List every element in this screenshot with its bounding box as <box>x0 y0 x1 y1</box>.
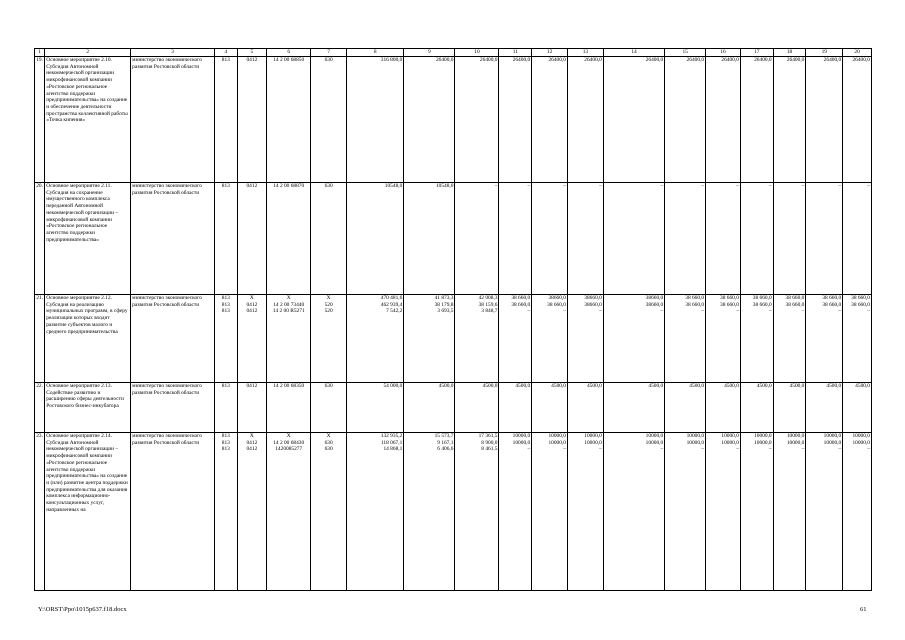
cell-value: 8 900,0 <box>481 439 498 446</box>
cell-value: 38 660,0 <box>511 295 531 301</box>
cell-value: 813 <box>221 433 230 439</box>
cell-value: – <box>736 183 739 189</box>
cell-value: 14 2 00 R5271 <box>272 308 305 315</box>
row-number: 23. <box>35 433 45 591</box>
value-cell <box>267 295 311 383</box>
value-cell <box>706 295 741 383</box>
cell-value: – <box>701 183 705 189</box>
value-cell <box>267 183 311 295</box>
cell-value: 38 660,0 <box>851 295 870 301</box>
cell-value: Х <box>249 433 254 439</box>
cell-value: 38 660,0 <box>547 301 566 308</box>
value-cell <box>347 57 404 183</box>
cell-value: – <box>660 446 664 453</box>
value-cell <box>843 57 872 183</box>
cell-value: 4500,0 <box>789 383 805 389</box>
cell-value: 813 <box>221 439 230 446</box>
cell-value: 26400,0 <box>686 57 705 63</box>
row-number: 21. <box>35 295 45 383</box>
cell-value: 630 <box>324 439 333 446</box>
value-cell <box>665 57 706 183</box>
cell-value: – <box>599 183 602 189</box>
cell-value: 4500,0 <box>648 383 664 389</box>
value-cell <box>603 433 664 591</box>
header-cell: 8 <box>347 49 404 57</box>
cell-value: 0412 <box>246 308 258 315</box>
cell-value: – <box>838 446 842 453</box>
value-cell <box>311 295 347 383</box>
cell-value: 10000,0 <box>823 433 842 439</box>
cell-value: 38 660,0 <box>851 301 870 308</box>
value-cell <box>740 433 773 591</box>
table-row <box>35 295 872 383</box>
value-cell <box>568 295 604 383</box>
cell-value: 630 <box>324 383 333 389</box>
cell-value: – <box>660 308 664 315</box>
value-cell <box>455 433 499 591</box>
value-cell <box>311 183 347 295</box>
cell-value: 14 2 00 73440 <box>273 301 305 308</box>
value-cell <box>237 57 267 183</box>
cell-value: 118 067,1 <box>380 439 403 446</box>
value-cell <box>568 57 604 183</box>
cell-value: 14 868,1 <box>383 446 403 453</box>
cell-value: – <box>768 446 772 453</box>
header-cell: 5 <box>237 49 267 57</box>
cell-value: 38 660,0 <box>720 301 739 308</box>
value-cell <box>532 383 568 433</box>
cell-value: 15 573,7 <box>434 433 454 439</box>
value-cell <box>773 295 806 383</box>
cell-value: 0412 <box>246 439 258 446</box>
cell-value: Х <box>286 295 291 301</box>
cell-value: 38 660,0 <box>720 295 739 301</box>
value-cell <box>237 433 267 591</box>
header-cell: 20 <box>843 49 872 57</box>
cell-value: 10548,0 <box>384 183 403 189</box>
cell-value: 813 <box>221 295 230 301</box>
header-cell: 19 <box>806 49 843 57</box>
value-cell <box>237 295 267 383</box>
cell-value: 4500,0 <box>438 383 454 389</box>
cell-value: 38 660,0 <box>685 295 705 301</box>
cell-value: 14 2 00 68350 <box>273 383 305 389</box>
cell-value: – <box>736 446 739 453</box>
cell-value: 3 693,5 <box>437 308 454 315</box>
value-cell <box>532 183 568 295</box>
value-cell <box>740 57 773 183</box>
value-cell <box>773 433 806 591</box>
cell-value: – <box>527 446 531 453</box>
cell-value: 4500,0 <box>515 383 531 389</box>
cell-value: 38660,0 <box>548 295 566 301</box>
value-cell <box>843 433 872 591</box>
value-cell <box>237 183 267 295</box>
cell-value: 10000,0 <box>686 433 705 439</box>
value-cell <box>706 183 741 295</box>
value-cell <box>455 183 499 295</box>
cell-value: 10000,0 <box>786 433 805 439</box>
value-cell <box>740 383 773 433</box>
cell-value: 3 848,7 <box>481 308 498 315</box>
cell-value: – <box>527 308 531 315</box>
executor-name: министерство экономического развития Ростовской области <box>131 383 215 433</box>
cell-value: 813 <box>221 446 230 453</box>
value-cell <box>843 295 872 383</box>
table-body <box>35 49 872 591</box>
cell-value: 38 660,0 <box>822 295 842 301</box>
cell-value: 38 660,0 <box>785 301 805 308</box>
cell-value: – <box>563 183 566 189</box>
value-cell <box>806 433 843 591</box>
cell-value: 38 660,0 <box>511 301 531 308</box>
cell-value: – <box>867 183 870 189</box>
cell-value: 41 873,3 <box>434 295 454 301</box>
cell-value: 0412 <box>246 446 258 453</box>
cell-value: 630 <box>324 446 333 453</box>
cell-value: 10000,0 <box>852 439 870 446</box>
cell-value: 14 2 00 68850 <box>273 57 305 63</box>
value-cell <box>806 183 843 295</box>
value-cell <box>499 383 532 433</box>
cell-value: Х <box>326 295 331 301</box>
cell-value: – <box>563 446 566 453</box>
header-cell: 17 <box>740 49 773 57</box>
cell-value: 38660,0 <box>584 295 602 301</box>
cell-value: 6 406,6 <box>437 446 454 453</box>
value-cell <box>773 183 806 295</box>
value-cell <box>773 57 806 183</box>
header-cell: 16 <box>706 49 741 57</box>
header-cell: 18 <box>773 49 806 57</box>
executor-name: министерство экономического развития Ростовской области <box>131 57 215 183</box>
cell-value: 38 660,0 <box>785 295 805 301</box>
value-cell <box>603 57 664 183</box>
cell-value: 4500,0 <box>586 383 602 389</box>
cell-value: 10000,0 <box>584 433 602 439</box>
value-cell <box>404 295 455 383</box>
cell-value: 38 660,0 <box>685 301 705 308</box>
cell-value: 38660,0 <box>645 295 664 301</box>
header-cell: 14 <box>603 49 664 57</box>
value-cell <box>532 433 568 591</box>
value-cell <box>706 433 741 591</box>
cell-value: – <box>801 308 805 315</box>
value-cell <box>499 433 532 591</box>
value-cell <box>843 383 872 433</box>
cell-value: 1420085277 <box>275 446 303 453</box>
cell-value: 10000,0 <box>548 433 566 439</box>
event-name: Основное мероприятие 2.10. Субсидия Автономной некоммерческой организации микрофинансовой компании «Ростовское региональное агентство поддержки предпринимательства» на создание и обеспечение деятельности пространства коллективной работы «Точка кипения» <box>45 57 131 183</box>
cell-value: 813 <box>221 183 230 189</box>
cell-value: 0412 <box>246 383 258 389</box>
footer-file-path: Y:\ORST\Ppo\1015p637.f18.docx <box>38 606 127 613</box>
table-row <box>35 383 872 433</box>
value-cell <box>603 383 664 433</box>
value-cell <box>455 295 499 383</box>
cell-value: 38 660,0 <box>752 301 772 308</box>
cell-value: – <box>527 183 531 189</box>
value-cell <box>806 57 843 183</box>
value-cell <box>311 383 347 433</box>
cell-value: 10000,0 <box>584 439 602 446</box>
cell-value: 813 <box>221 57 230 63</box>
event-name: Основное мероприятие 2.11. Субсидия на сохранение имущественного комплекса переданной Автономной некоммерческой организации – микрофинансовой компании «Ростовское региональное агентство поддержки предпринимательства» <box>45 183 131 295</box>
header-cell: 4 <box>215 49 238 57</box>
value-cell <box>215 57 238 183</box>
cell-value: 520 <box>324 308 333 315</box>
cell-value: – <box>563 308 566 315</box>
cell-value: Х <box>249 295 254 301</box>
cell-value: 38660,0 <box>645 301 664 308</box>
value-cell <box>404 57 455 183</box>
cell-value: 26400,0 <box>754 57 772 63</box>
executor-name: министерство экономического развития Ростовской области <box>131 433 215 591</box>
value-cell <box>215 383 238 433</box>
cell-value: 10000,0 <box>512 439 531 446</box>
cell-value: 10000,0 <box>512 433 531 439</box>
value-cell <box>215 295 238 383</box>
header-cell: 2 <box>45 49 131 57</box>
header-cell: 9 <box>404 49 455 57</box>
cell-value: 14 2 00 68430 <box>273 439 305 446</box>
cell-value: 10000,0 <box>786 439 805 446</box>
value-cell <box>532 295 568 383</box>
cell-value: – <box>867 446 870 453</box>
cell-value: 17 361,5 <box>478 433 498 439</box>
cell-value: 470 481,6 <box>380 295 403 301</box>
cell-value: 10000,0 <box>645 439 664 446</box>
value-cell <box>215 183 238 295</box>
value-cell <box>568 433 604 591</box>
cell-value: 10000,0 <box>645 433 664 439</box>
row-number: 22. <box>35 383 45 433</box>
cell-value: 38 660,0 <box>752 295 772 301</box>
cell-value: 520 <box>324 301 333 308</box>
header-cell: 15 <box>665 49 706 57</box>
value-cell <box>455 57 499 183</box>
executor-name: министерство экономического развития Ростовской области <box>131 295 215 383</box>
cell-value: 4500,0 <box>689 383 705 389</box>
header-row <box>35 49 872 57</box>
cell-value: – <box>599 308 602 315</box>
cell-value: 10000,0 <box>686 439 705 446</box>
cell-value: – <box>768 183 772 189</box>
value-cell <box>237 383 267 433</box>
value-cell <box>347 295 404 383</box>
cell-value: 10000,0 <box>721 439 739 446</box>
cell-value: – <box>660 183 664 189</box>
cell-value: 813 <box>221 383 230 389</box>
cell-value: 26400,0 <box>435 57 454 63</box>
cell-value: 26400,0 <box>548 57 566 63</box>
budget-table <box>34 48 872 591</box>
cell-value: 38 159,6 <box>478 301 498 308</box>
cell-value: 26400,0 <box>852 57 870 63</box>
header-cell: 10 <box>455 49 499 57</box>
cell-value: 14 2 00 68870 <box>273 183 305 189</box>
value-cell <box>603 295 664 383</box>
cell-value: 0412 <box>246 183 258 189</box>
cell-value: – <box>867 308 870 315</box>
value-cell <box>665 433 706 591</box>
cell-value: 26400,0 <box>823 57 842 63</box>
cell-value: 54 000,0 <box>383 383 403 389</box>
cell-value: 10548,0 <box>435 183 454 189</box>
cell-value: 630 <box>324 183 333 189</box>
value-cell <box>806 295 843 383</box>
row-number: 20. <box>35 183 45 295</box>
value-cell <box>347 183 404 295</box>
cell-value: – <box>701 308 705 315</box>
page-number: 61 <box>860 606 867 613</box>
cell-value: 10000,0 <box>823 439 842 446</box>
cell-value: – <box>838 308 842 315</box>
value-cell <box>665 183 706 295</box>
table-row <box>35 57 872 183</box>
cell-value: 9 167,1 <box>437 439 454 446</box>
cell-value: 26400,0 <box>584 57 602 63</box>
cell-value: 132 935,2 <box>380 433 403 439</box>
cell-value: – <box>801 183 805 189</box>
header-cell: 13 <box>568 49 604 57</box>
value-cell <box>267 383 311 433</box>
cell-value: 4500,0 <box>855 383 870 389</box>
cell-value: 10000,0 <box>754 433 772 439</box>
value-cell <box>267 57 311 183</box>
value-cell <box>311 57 347 183</box>
executor-name: министерство экономического развития Ростовской области <box>131 183 215 295</box>
value-cell <box>806 383 843 433</box>
cell-value: 316 800,0 <box>380 57 403 63</box>
value-cell <box>706 383 741 433</box>
cell-value: 38660,0 <box>584 301 602 308</box>
value-cell <box>773 383 806 433</box>
cell-value: 630 <box>324 57 333 63</box>
value-cell <box>215 433 238 591</box>
cell-value: – <box>494 183 498 189</box>
value-cell <box>404 433 455 591</box>
cell-value: 4500,0 <box>724 383 739 389</box>
value-cell <box>568 383 604 433</box>
cell-value: 10000,0 <box>852 433 870 439</box>
header-cell: 1 <box>35 49 45 57</box>
value-cell <box>404 383 455 433</box>
value-cell <box>706 57 741 183</box>
cell-value: 10000,0 <box>754 439 772 446</box>
cell-value: 38 660,0 <box>822 301 842 308</box>
cell-value: 38 179,8 <box>434 301 454 308</box>
cell-value: 4500,0 <box>482 383 498 389</box>
cell-value: 10000,0 <box>548 439 566 446</box>
value-cell <box>568 183 604 295</box>
header-cell: 12 <box>532 49 568 57</box>
cell-value: – <box>599 446 602 453</box>
cell-value: 4500,0 <box>826 383 842 389</box>
value-cell <box>455 383 499 433</box>
header-cell: 6 <box>267 49 311 57</box>
table-row <box>35 433 872 591</box>
cell-value: 0412 <box>246 301 258 308</box>
cell-value: 26400,0 <box>479 57 498 63</box>
cell-value: Х <box>326 433 331 439</box>
cell-value: – <box>838 183 842 189</box>
event-name: Основное мероприятие 2.14. Субсидия Автономной некоммерческой организации – микрофинансовой компании «Ростовское региональное агентство поддержки предпринимательства» на создание и (или) развитие центра поддержки предпринимательства для оказания комплекса информационно-консультационных услуг, направленных на <box>45 433 131 591</box>
header-cell: 7 <box>311 49 347 57</box>
value-cell <box>267 433 311 591</box>
cell-value: 4500,0 <box>551 383 566 389</box>
cell-value: 26400,0 <box>721 57 739 63</box>
value-cell <box>311 433 347 591</box>
value-cell <box>843 183 872 295</box>
value-cell <box>603 183 664 295</box>
value-cell <box>404 183 455 295</box>
cell-value: 10000,0 <box>721 433 739 439</box>
value-cell <box>665 295 706 383</box>
value-cell <box>499 183 532 295</box>
cell-value: 813 <box>221 301 230 308</box>
table-row <box>35 183 872 295</box>
cell-value: 7 542,2 <box>386 308 403 315</box>
cell-value: 26400,0 <box>512 57 531 63</box>
value-cell <box>347 383 404 433</box>
cell-value: – <box>736 308 739 315</box>
event-name: Основное мероприятие 2.13. Содействие развитию и расширению сферы деятельности Ростовского бизнес-инкубатора <box>45 383 131 433</box>
row-number: 19. <box>35 57 45 183</box>
cell-value: Х <box>286 433 291 439</box>
event-name: Основное мероприятие 2.12. Субсидия на реализацию муниципальных программ, в сферу реализации которых входит развитие субъектов малого и среднего предпринимательства <box>45 295 131 383</box>
header-cell: 11 <box>499 49 532 57</box>
cell-value: – <box>701 446 705 453</box>
value-cell <box>665 383 706 433</box>
value-cell <box>347 433 404 591</box>
cell-value: 26400,0 <box>786 57 805 63</box>
cell-value: 8 461,5 <box>481 446 498 453</box>
cell-value: 42 008,3 <box>478 295 498 301</box>
value-cell <box>740 295 773 383</box>
value-cell <box>740 183 773 295</box>
cell-value: – <box>801 446 805 453</box>
value-cell <box>532 57 568 183</box>
cell-value: 813 <box>221 308 230 315</box>
cell-value: 26400,0 <box>645 57 664 63</box>
cell-value: 0412 <box>246 57 258 63</box>
value-cell <box>499 57 532 183</box>
header-cell: 3 <box>131 49 215 57</box>
cell-value: 462 939,4 <box>380 301 403 308</box>
value-cell <box>499 295 532 383</box>
cell-value: – <box>768 308 772 315</box>
cell-value: 4500,0 <box>756 383 772 389</box>
